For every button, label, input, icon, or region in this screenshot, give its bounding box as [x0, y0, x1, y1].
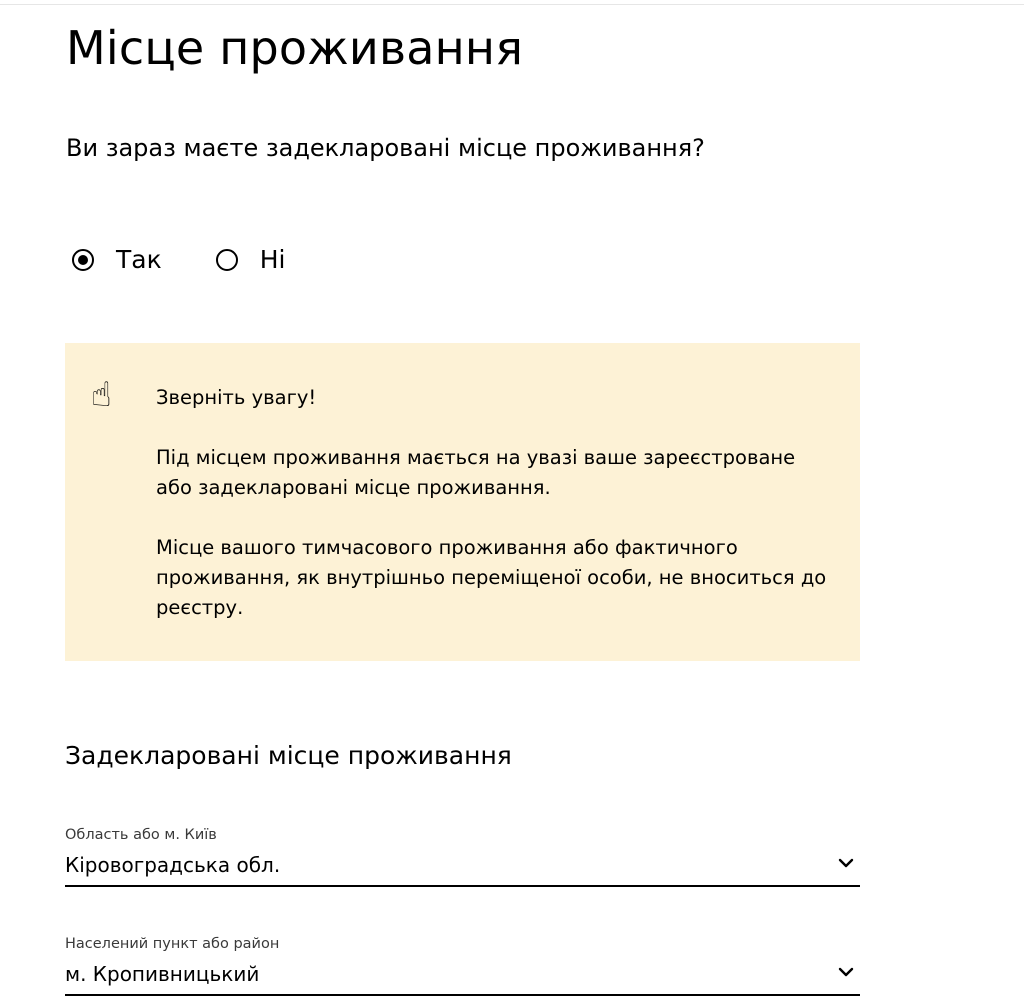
radio-option-no[interactable]: [216, 243, 286, 277]
notice-text: [156, 383, 836, 623]
radio-option-yes[interactable]: [72, 243, 162, 277]
page-title: Місце проживання: [66, 21, 524, 75]
notice-paragraph-1: Під місцем проживання мається на увазі ваше зареєстроване або задекларовані місце проживання.: [156, 446, 796, 499]
declared-residence-title: Задекларовані місце проживання: [65, 741, 512, 770]
settlement-field-label: Населений пункт або район: [65, 936, 280, 952]
residence-radio-group: [72, 243, 339, 277]
chevron-down-icon[interactable]: [838, 855, 854, 871]
residence-question: Ви зараз маєте задекларовані місце проживання?: [66, 134, 705, 162]
radio-label-no[interactable]: Ні: [259, 245, 286, 274]
region-field-label: Область або м. Київ: [65, 827, 217, 843]
radio-label-yes[interactable]: Так: [116, 245, 162, 274]
notice-paragraph-2: Місце вашого тимчасового проживання або фактичного проживання, як внутрішньо переміщеної особи, не вноситься до реєстру.: [156, 536, 827, 619]
notice-heading: Зверніть увагу!: [156, 386, 317, 409]
region-select-value[interactable]: Кіровоградська обл.: [65, 853, 281, 877]
region-select[interactable]: [65, 845, 860, 887]
attention-notice: [65, 343, 860, 661]
region-field: [65, 825, 860, 887]
settlement-field: [65, 934, 860, 996]
settlement-select-value[interactable]: м. Кропивницький: [65, 962, 260, 986]
chevron-down-icon[interactable]: [838, 964, 854, 980]
radio-unchecked-icon[interactable]: [216, 249, 238, 271]
pointing-up-finger-icon: ☝: [91, 375, 112, 415]
settlement-select[interactable]: [65, 954, 860, 996]
radio-checked-icon[interactable]: [72, 249, 94, 271]
